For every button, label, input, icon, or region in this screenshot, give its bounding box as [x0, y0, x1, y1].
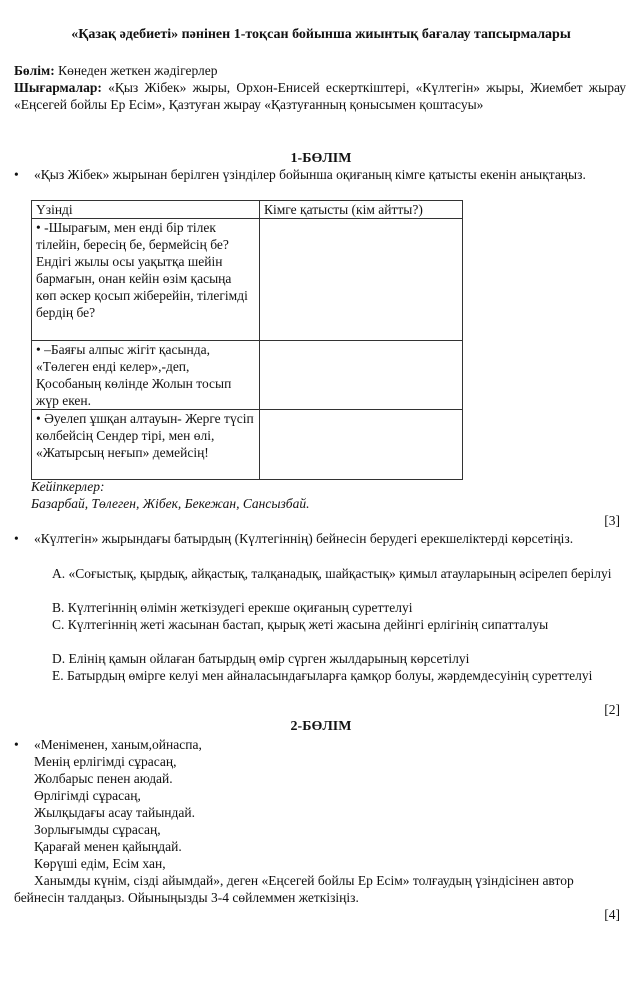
- task1-score: [3]: [604, 513, 620, 528]
- excerpt-cell: • Әуелеп ұшқан алтауын- Жерге түсіп көлбейсің Сендер тірі, мен өлі, «Жатырсың неғып» демейсің!: [32, 410, 260, 480]
- table-header: [32, 201, 463, 219]
- poem-line: Көрүші едім, Есім хан,: [34, 856, 166, 871]
- document-title: «Қазақ әдебиеті» пәнінен 1-тоқсан бойынша жиынтық бағалау тапсырмалары: [71, 27, 571, 42]
- poem-line: Жолбарыс пенен аюдай.: [34, 771, 173, 786]
- option-c: C. Күлтегіннің жеті жасынан бастап, қырық жеті жасына дейінгі ерлігінің сипатталуы: [52, 617, 549, 632]
- poem-line: Зорлығымды сұрасаң,: [34, 822, 161, 837]
- works-value: «Қыз Жібек» жыры, Орхон-Енисей ескерткіштері, «Күлтегін» жыры, Жиембет жырау «Еңсегей бойлы Ер Есім», Қазтуған жырау «Қазтуғанның қонысымен қоштасуы»: [14, 80, 626, 112]
- section-value: Көнеден жеткен жәдігерлер: [58, 63, 218, 78]
- excerpts-table: [31, 200, 463, 480]
- section-label: Бөлім:: [14, 63, 55, 78]
- poem-line: Менің ерлігімді сұрасаң,: [34, 754, 177, 769]
- task2-bullet: •: [14, 531, 19, 546]
- task1-bullet: •: [14, 167, 19, 182]
- characters-label: Кейіпкерлер:: [31, 479, 105, 494]
- option-d: D. Елінің қамын ойлаған батырдың өмір сүрген жылдарының көрсетілуі: [52, 651, 470, 666]
- table-row: [32, 341, 463, 410]
- answer-cell[interactable]: [260, 219, 463, 341]
- characters-list: Базарбай, Төлеген, Жібек, Бекежан, Сансызбай.: [31, 496, 310, 511]
- option-a: A. «Соғыстық, қырдық, айқастық, талқанадық, шайқастық» қимыл атауларының әсірелеп берілуі: [52, 566, 612, 581]
- task2-score: [2]: [604, 702, 620, 717]
- poem-line: Өрлігімді сұрасаң,: [34, 788, 141, 803]
- task3-score: [4]: [604, 907, 620, 922]
- excerpt-cell: • -Шырағым, мен енді бір тілек тілейін, бересің бе, бермейсің бе? Ендігі жылы осы уақытқа шейін бармағын, онан кейін өзім қасыңа көп әскер қосып жіберейін, тілегімді бердің бе?: [32, 219, 260, 341]
- col-header-excerpt: Үзінді: [32, 201, 260, 219]
- part2-heading: 2-БӨЛІМ: [290, 719, 352, 734]
- works-label: Шығармалар:: [14, 80, 102, 95]
- answer-cell[interactable]: [260, 410, 463, 480]
- task2-text: «Күлтегін» жырындағы батырдың (Күлтегіннің) бейнесін берудегі ерекшеліктерді көрсетіңіз.: [34, 531, 574, 546]
- table-row: [32, 410, 463, 480]
- task3-bullet: •: [14, 737, 19, 752]
- excerpt-cell: • –Баяғы алпыс жігіт қасында, «Төлеген енді келер»,-деп, Қособаның көлінде Жолын тосып жүр екен.: [32, 341, 260, 410]
- poem-line: «Меніменен, ханым,ойнаспа,: [34, 737, 202, 752]
- works-line: [14, 79, 626, 113]
- task1-text: «Қыз Жібек» жырынан берілген үзінділер бойынша оқиғаның кімге қатысты екенін анықтаңыз.: [34, 167, 586, 182]
- col-header-who: Кімге қатысты (кім айтты?): [260, 201, 463, 219]
- poem-line: Қарағай менен қайыңдай.: [34, 839, 182, 854]
- poem-line: Жылқыдағы асау тайындай.: [34, 805, 195, 820]
- table-row: [32, 219, 463, 341]
- part1-heading: 1-БӨЛІМ: [290, 151, 352, 166]
- answer-cell[interactable]: [260, 341, 463, 410]
- section-line: [14, 62, 626, 79]
- option-b: B. Күлтегіннің өлімін жеткізудегі ерекше оқиғаның суреттелуі: [52, 600, 413, 615]
- task3-question: Ханымды күнім, сізді айымдай», деген «Еңсегей бойлы Ер Есім» толғаудың үзіндісінен автор бейнесін талдаңыз. Ойыныңызды 3-4 сөйлеммен жеткізіңіз.: [14, 873, 574, 905]
- option-e: E. Батырдың өмірге келуі мен айналасындағыларға қамқор болуы, жәрдемдесуінің суреттелуі: [52, 668, 593, 683]
